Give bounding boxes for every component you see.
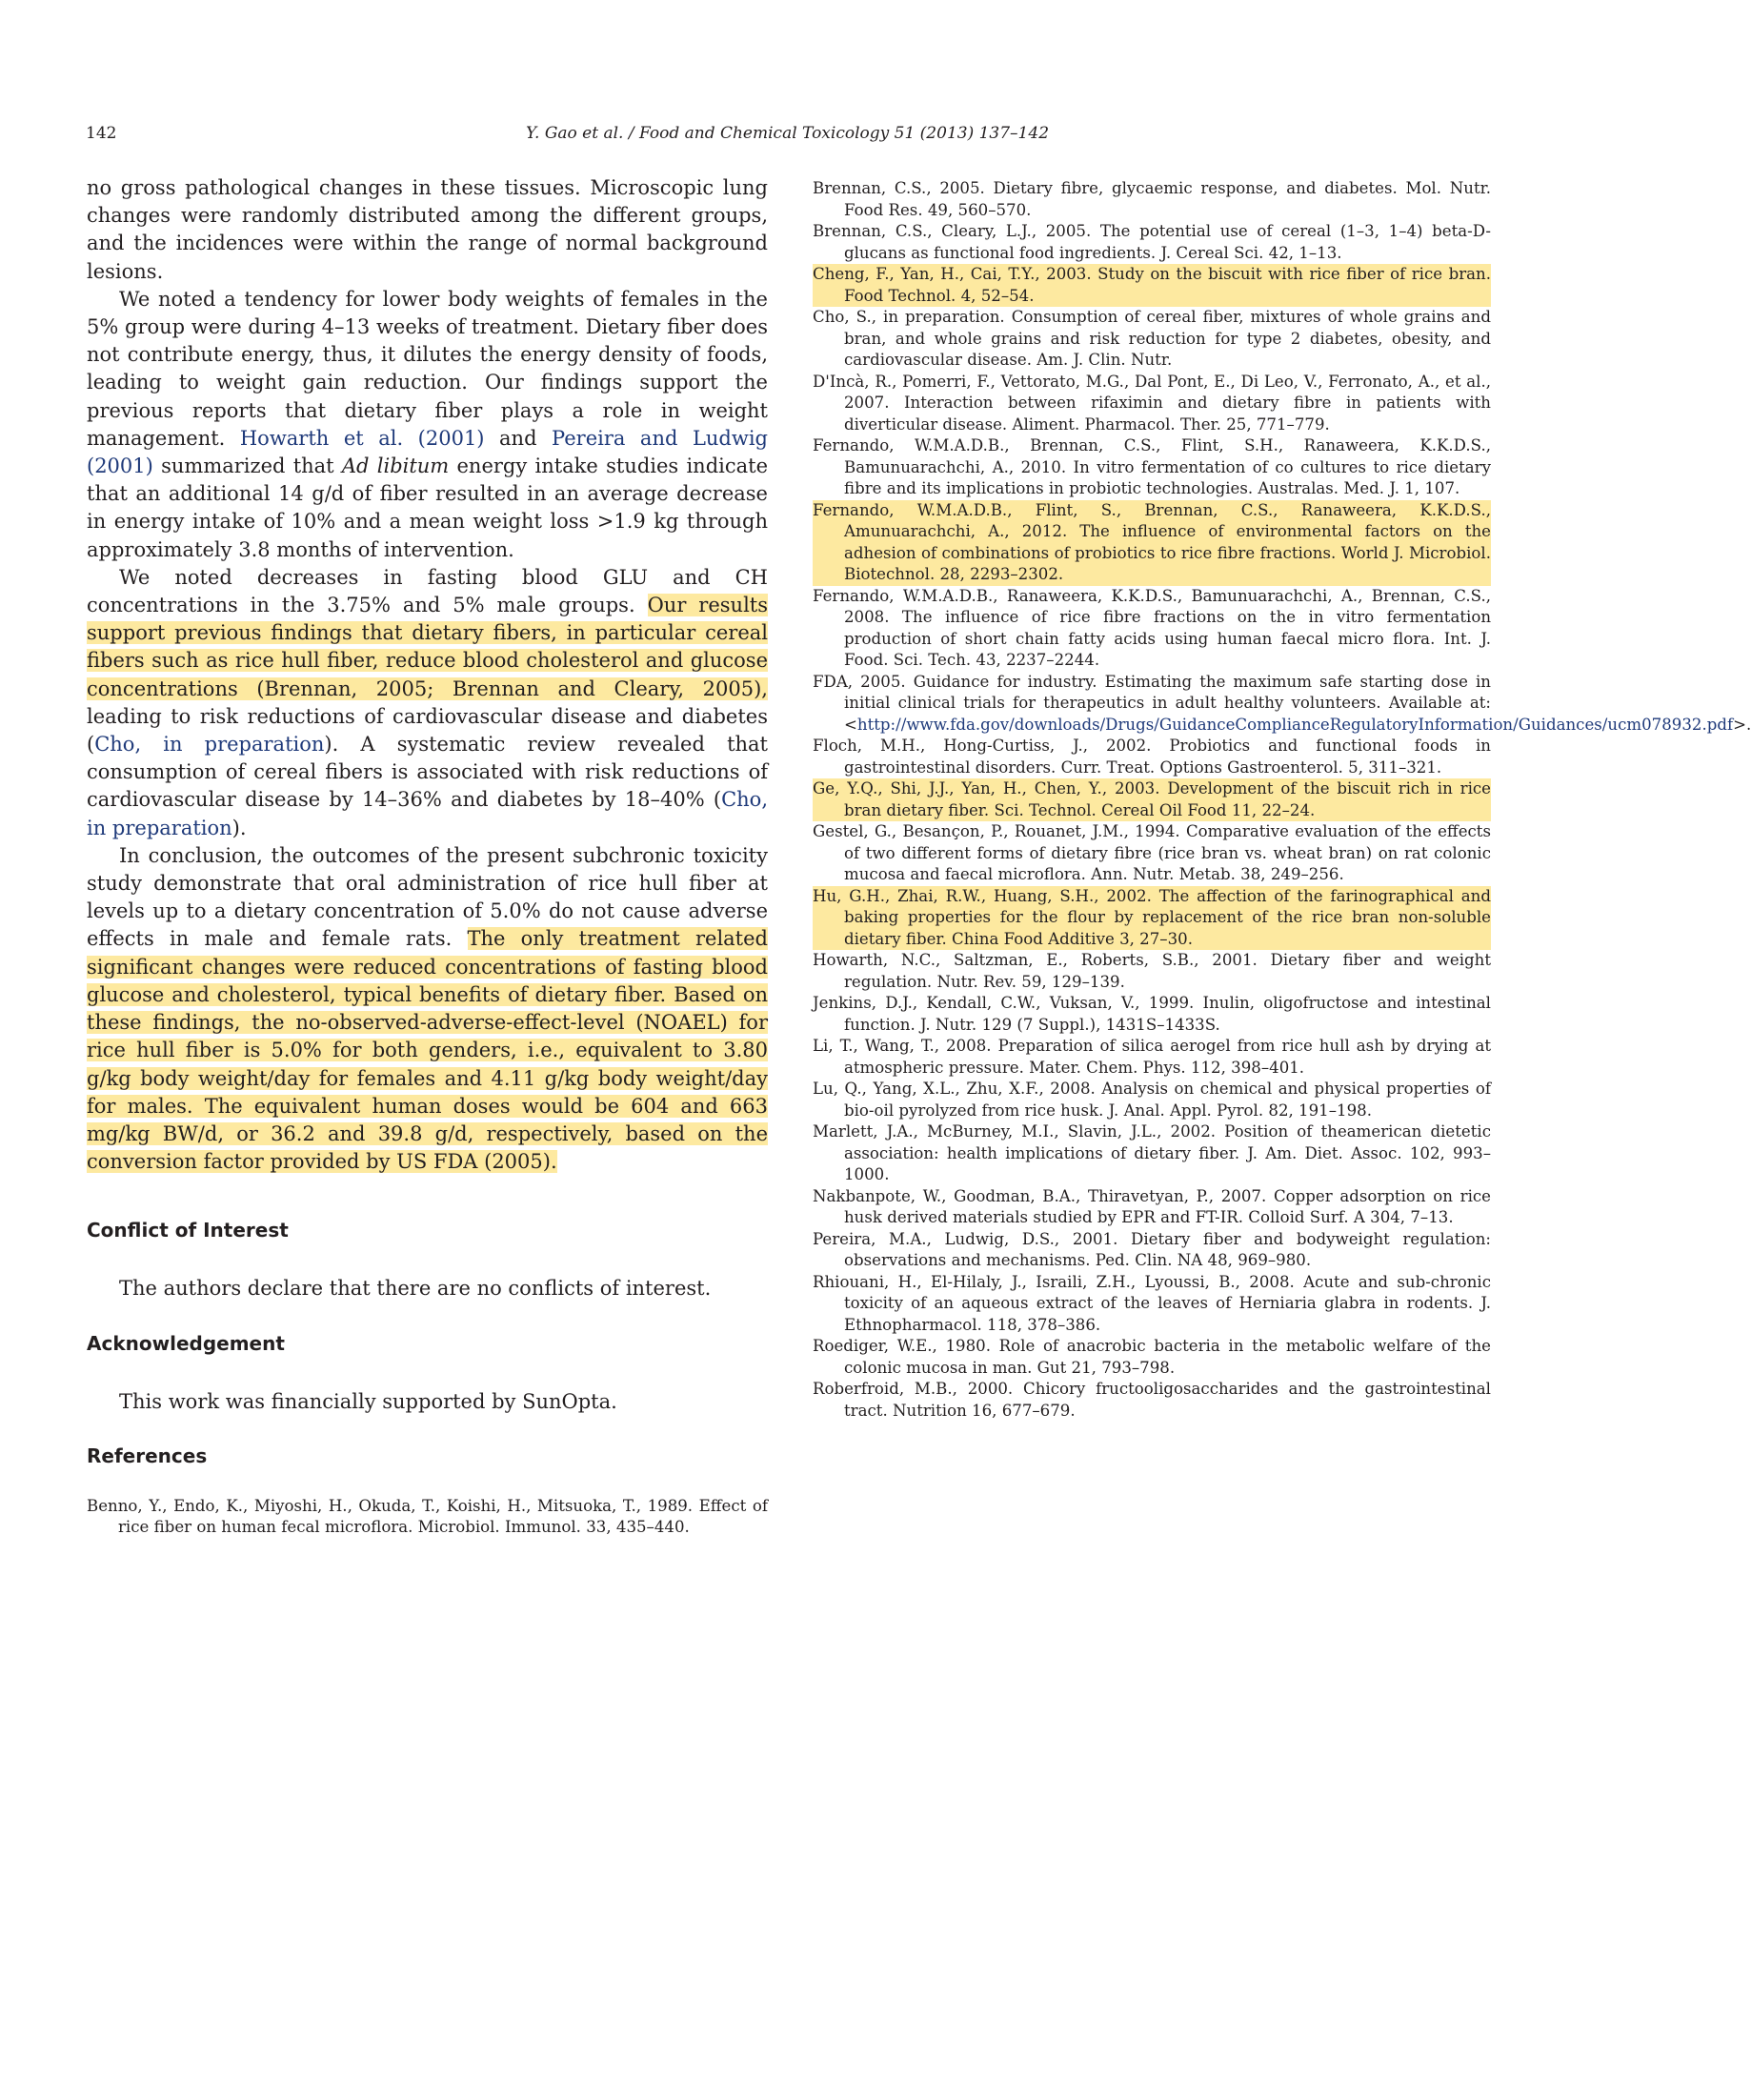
reference-item: Fernando, W.M.A.D.B., Ranaweera, K.K.D.S., Bamunuarachchi, A., Brennan, C.S., 2008. The influence of rice fibre fractions on the in vitro fermentation production of short chain fatty acids using human faecal micro flora. Int. J. Food. Sci. Tech. 43, 2237–2244. xyxy=(813,586,1491,669)
running-head: Y. Gao et al. / Food and Chemical Toxicology 51 (2013) 137–142 xyxy=(525,124,1050,143)
reference-item: Benno, Y., Endo, K., Miyoshi, H., Okuda, T., Koishi, H., Mitsuoka, T., 1989. Effect of rice fiber on human fecal microflora. Microbiol. Immunol. 33, 435–440. xyxy=(87,1496,768,1537)
citation-link[interactable]: Howarth et al. (2001) xyxy=(239,426,485,450)
reference-item: Li, T., Wang, T., 2008. Preparation of silica aerogel from rice hull ash by drying at atmospheric pressure. Mater. Chem. Phys. 112, 398–401. xyxy=(813,1037,1491,1077)
text-span: ). A systematic review revealed that consumption of cereal fibers is associated with risk reductions of cardiovascular disease by 14–36% and diabetes by 18–40% ( xyxy=(87,733,768,812)
text-span: We noted a tendency for lower body weights of females in the 5% group were during 4–13 weeks of treatment. Dietary fiber does not contribute energy, thus, it dilutes the energy density of foods, leading to weight gain reduction. Our findings support the previous reports that dietary fiber plays a role in weight management. xyxy=(87,287,768,450)
reference-item: Roediger, W.E., 1980. Role of anacrobic bacteria in the metabolic welfare of the colonic mucosa in man. Gut 21, 793–798. xyxy=(813,1337,1491,1377)
reference-item: Roberfroid, M.B., 2000. Chicory fructooligosaccharides and the gastrointestinal tract. Nutrition 16, 677–679. xyxy=(813,1380,1491,1420)
reference-item: Pereira, M.A., Ludwig, D.S., 2001. Dietary fiber and bodyweight regulation: observations and mechanisms. Ped. Clin. NA 48, 969–980. xyxy=(813,1229,1491,1269)
fda-url-link[interactable]: http://www.fda.gov/downloads/Drugs/GuidanceComplianceRegulatoryInformation/Guidances/ucm078932.pdf xyxy=(856,715,1734,734)
references-right xyxy=(813,178,1751,1422)
references-heading: References xyxy=(87,1444,208,1467)
reference-item-highlighted: Ge, Y.Q., Shi, J.J., Yan, H., Chen, Y., 2003. Development of the biscuit rich in rice bran dietary fiber. Sci. Technol. Cereal Oil Food 11, 22–24. xyxy=(813,778,1491,821)
citation-link[interactable]: Pereira and Ludwig (2001) xyxy=(87,426,768,478)
reference-item: Gestel, G., Besançon, P., Rouanet, J.M., 1994. Comparative evaluation of the effects of two different forms of dietary fibre (rice bran vs. wheat bran) on rat colonic mucosa and faecal microflora. Ann. Nutr. Metab. 38, 249–256. xyxy=(813,822,1491,883)
reference-item: D'Incà, R., Pomerri, F., Vettorato, M.G., Dal Pont, E., Di Leo, V., Ferronato, A., et al., 2007. Interaction between rifaximin and dietary fibre in patients with diverticular disease. Aliment. Pharmacol. Ther. 25, 771–779. xyxy=(813,372,1491,434)
reference-item: Lu, Q., Yang, X.L., Zhu, X.F., 2008. Analysis on chemical and physical properties of bio-oil pyrolyzed from rice husk. J. Anal. Appl. Pyrol. 82, 191–198. xyxy=(813,1080,1491,1120)
reference-item-highlighted: Cheng, F., Yan, H., Cai, T.Y., 2003. Study on the biscuit with rice fiber of rice bran. Food Technol. 4, 52–54. xyxy=(813,264,1491,307)
text-span: summarized that xyxy=(152,454,342,478)
reference-item: Jenkins, D.J., Kendall, C.W., Vuksan, V., 1999. Inulin, oligofructose and intestinal function. J. Nutr. 129 (7 Suppl.), 1431S–1433S. xyxy=(813,994,1491,1034)
reference-item: Floch, M.H., Hong-Curtiss, J., 2002. Probiotics and functional foods in gastrointestinal disorders. Curr. Treat. Options Gastroenterol. 5, 311–321. xyxy=(813,737,1491,777)
text-span: leading to risk reductions of cardiovascular disease and diabetes ( xyxy=(87,704,768,757)
acknowledgement-text: This work was financially supported by SunOpta. xyxy=(119,1389,617,1413)
references-left xyxy=(87,1496,768,1539)
text-span: FDA, 2005. Guidance for industry. Estimating the maximum safe starting dose in initial clinical trials for therapeutics in adult healthy volunteers. Available at: < xyxy=(813,672,1491,734)
page-number: 142 xyxy=(86,124,117,143)
reference-item: Nakbanpote, W., Goodman, B.A., Thiravetyan, P., 2007. Copper adsorption on rice husk derived materials studied by EPR and FT-IR. Colloid Surf. A 304, 7–13. xyxy=(813,1186,1491,1226)
body-paragraph-1: no gross pathological changes in these tissues. Microscopic lung changes were randomly distributed among the different groups, and the incidences were within the range of normal background lesions. xyxy=(87,176,768,283)
reference-item: Rhiouani, H., El-Hilaly, J., Israili, Z.H., Lyoussi, B., 2008. Acute and sub-chronic toxicity of an aqueous extract of the leaves of Herniaria glabra in rodents. J. Ethnopharmacol. 118, 378–386. xyxy=(813,1272,1491,1334)
highlighted-text: The only treatment related significant changes were reduced concentrations of fasting blood glucose and cholesterol, typical benefits of dietary fiber. Based on these findings, the no-observed-adverse-effect-level (NOAEL) for rice hull fiber is 5.0% for both genders, i.e., equivalent to 3.80 g/kg body weight/day for females and 4.11 g/kg body weight/day for males. The equivalent human doses would be 604 and 663 mg/kg BW/d, or 36.2 and 39.8 g/d, respectively, based on the conversion factor provided by US FDA (2005). xyxy=(87,927,768,1174)
text-span: In conclusion, the outcomes of the present subchronic toxicity study demonstrate that oral administration of rice hull fiber at levels up to a dietary concentration of 5.0% do not cause adverse effects in male and female rats. xyxy=(87,843,768,951)
conflict-text: The authors declare that there are no conflicts of interest. xyxy=(119,1277,712,1301)
conflict-heading: Conflict of Interest xyxy=(87,1219,289,1242)
reference-item-fda xyxy=(813,672,1751,737)
reference-item: Howarth, N.C., Saltzman, E., Roberts, S.B., 2001. Dietary fiber and weight regulation. Nutr. Rev. 59, 129–139. xyxy=(813,951,1491,991)
reference-item: Marlett, J.A., McBurney, M.I., Slavin, J.L., 2002. Position of theamerican dietetic association: health implications of dietary fiber. J. Am. Diet. Assoc. 102, 993–1000. xyxy=(813,1122,1491,1183)
text-span: We noted decreases in fasting blood GLU and CH concentrations in the 3.75% and 5% male groups. xyxy=(87,565,768,617)
reference-item: Brennan, C.S., 2005. Dietary fibre, glycaemic response, and diabetes. Mol. Nutr. Food Res. 49, 560–570. xyxy=(813,179,1491,219)
text-span: energy intake studies indicate that an additional 14 g/d of fiber resulted in an average decrease in energy intake of 10% and a mean weight loss >1.9 kg through approximately 3.8 months of intervention. xyxy=(87,454,768,561)
citation-link[interactable]: Cho, in preparation xyxy=(94,733,325,757)
acknowledgement-heading: Acknowledgement xyxy=(87,1331,285,1355)
reference-item: Brennan, C.S., Cleary, L.J., 2005. The potential use of cereal (1–3, 1–4) beta-D-glucans as functional food ingredients. J. Cereal Sci. 42, 1–13. xyxy=(813,222,1491,262)
left-column xyxy=(87,174,768,1539)
citation-link[interactable]: Cho, in preparation xyxy=(87,788,768,839)
body-paragraph-3 xyxy=(87,564,768,842)
text-span: and xyxy=(484,426,553,450)
body-paragraph-4 xyxy=(87,842,768,1176)
reference-item-highlighted: Fernando, W.M.A.D.B., Flint, S., Brennan, C.S., Ranaweera, K.K.D.S., Amunuarachchi, A., 2012. The influence of environmental factors on the adhesion of combinations of probiotics to rice fibre fractions. World J. Microbiol. Biotechnol. 28, 2293–2302. xyxy=(813,500,1491,586)
text-span: >. xyxy=(1733,715,1751,734)
italic-text: Ad libitum xyxy=(341,454,450,478)
highlighted-text: Our results support previous findings that dietary fibers, in particular cereal fibers such as rice hull fiber, reduce blood cholesterol and glucose concentrations (Brennan, 2005; Brennan and Cleary, 2005), xyxy=(87,594,769,700)
reference-item-highlighted: Hu, G.H., Zhai, R.W., Huang, S.H., 2002. The affection of the farinographical and baking properties for the flour by replacement of the rice bran non-soluble dietary fiber. China Food Additive 3, 27–30. xyxy=(813,886,1491,951)
reference-item: Cho, S., in preparation. Consumption of cereal fiber, mixtures of whole grains and bran, and whole grains and risk reduction for type 2 diabetes, obesity, and cardiovascular disease. Am. J. Clin. Nutr. xyxy=(813,308,1491,369)
body-paragraph-2 xyxy=(87,286,768,564)
text-span: ). xyxy=(231,816,247,839)
reference-item: Fernando, W.M.A.D.B., Brennan, C.S., Flint, S.H., Ranaweera, K.K.D.S., Bamunuarachchi, A., 2010. In vitro fermentation of co cultures to rice dietary fibre and its implications in probiotic technologies. Australas. Med. J. 1, 107. xyxy=(813,436,1491,497)
